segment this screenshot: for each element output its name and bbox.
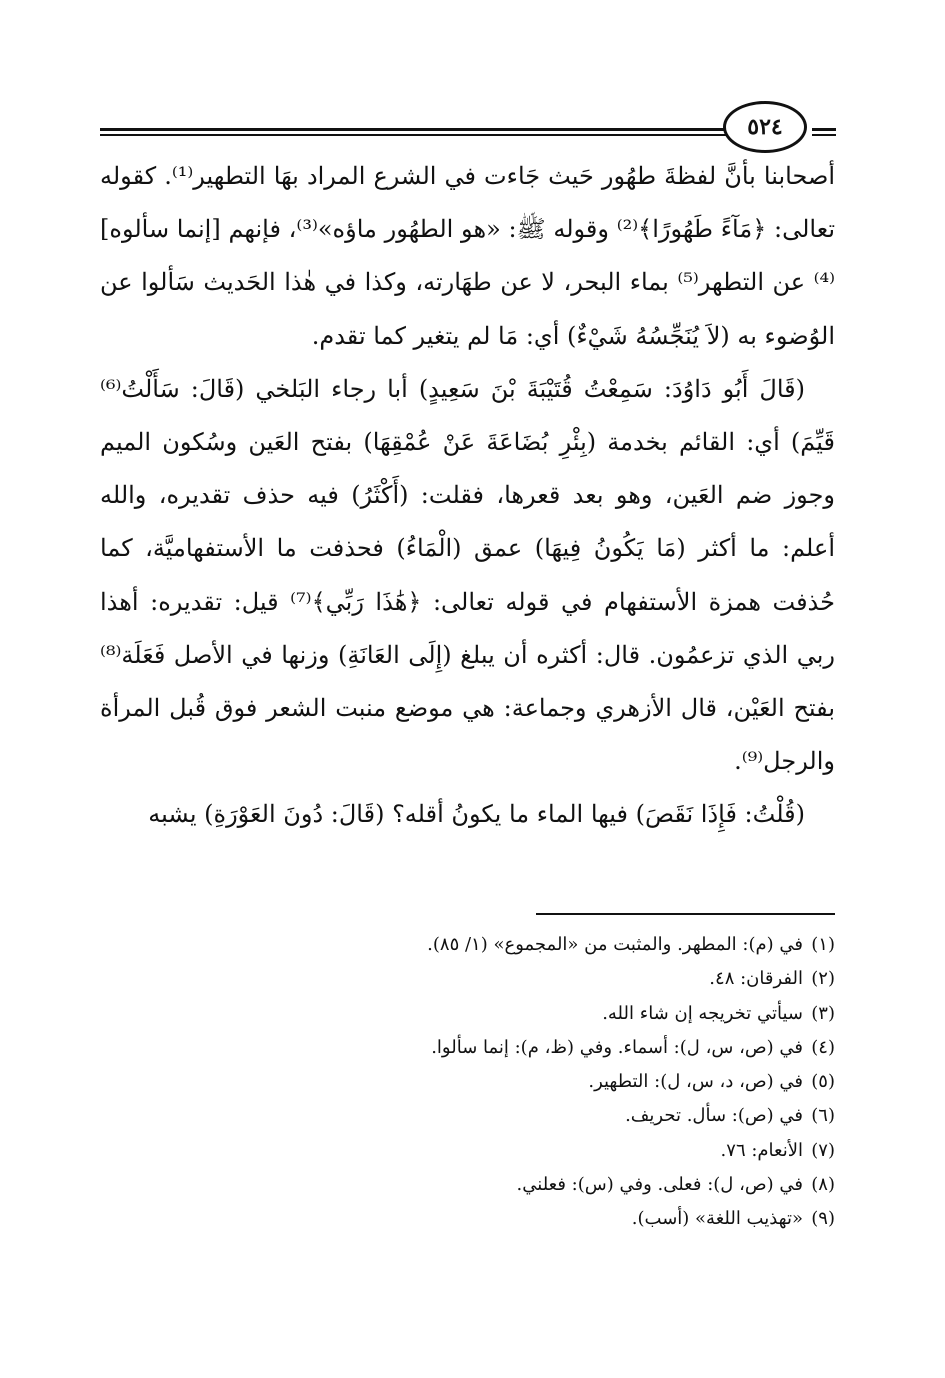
footnote — [100, 1202, 835, 1236]
footnotes — [100, 928, 835, 1237]
footnote-number: (٢) — [811, 968, 835, 990]
footnote-text: الأنعام: ٧٦. — [720, 1139, 803, 1161]
page-number: ٥٢٤ — [723, 101, 807, 153]
footnote — [100, 1031, 835, 1065]
header-rule — [100, 134, 728, 136]
header-rule — [812, 128, 836, 131]
footnote-number: (٩) — [811, 1208, 835, 1230]
footnote-number: (٦) — [811, 1105, 835, 1127]
footnote-text: الفرقان: ٤٨. — [709, 968, 803, 990]
footnote — [100, 1168, 835, 1202]
footnote — [100, 1134, 835, 1168]
paragraph: أصحابنا بأنَّ لفظةَ طهُور حَيث جَاءت في الشرع المراد بهَا التطهير⁽¹⁾. كقوله تعالى: ﴿مَآءً طَهُورًا﴾⁽²⁾ وقوله ﷺ: «هو الطهُور ماؤه»⁽³⁾، فإنهم [إنما سألوه]⁽⁴⁾ عن التطهر⁽⁵⁾ بماء البحر، لا عن طهَارته، وكذا في هٰذا الحَديث سَألوا عن الوُضوء به (لاَ يُنَجِّسُهُ شَيْءٌ) أي: مَا لم يتغير كما تقدم. — [100, 162, 835, 350]
footnote — [100, 928, 835, 962]
paragraph: (قُلْتُ: فَإِذَا نَقَصَ) فيها الماء ما يكونُ أقله؟ (قَالَ: دُونَ العَوْرَةِ) يشبه — [148, 800, 805, 829]
page-header — [100, 98, 835, 158]
footnote — [100, 997, 835, 1031]
footnote-text: في (م): المطهر. والمثبت من «المجموع» (١/ ٨٥). — [427, 934, 803, 955]
main-text — [100, 150, 835, 842]
footnote — [100, 1099, 835, 1133]
footnote — [100, 962, 835, 996]
footnote — [100, 1065, 835, 1099]
footnote-number: (٤) — [811, 1036, 835, 1058]
paragraph: (قَالَ أَبُو دَاوُدَ: سَمِعْتُ قُتَيْبَةَ بْنَ سَعِيدٍ) أبا رجاء البَلخي (قَالَ: سَأَلْتُ⁽⁶⁾ قَيِّمَ) أي: القائم بخدمة (بِئْرِ بُضَاعَةَ عَنْ عُمْقِهَا) بفتح العَين وسُكون الميم وجوز ضم العَين، وهو بعد قعرها، فقلت: (أَكْثَرُ) فيه حذف تقديره، والله أعلم: ما أكثر (مَا يَكُونُ فِيهَا) عمق (الْمَاءُ) فحذفت ما الأستفهاميَّة، كما حُذفت همزة الأستفهام في قوله تعالى: ﴿هَٰذَا رَبِّي﴾⁽⁷⁾ قيل: تقديره: أهذا ربي الذي تزعمُون. قال: أكثره أن يبلغ (إِلَى العَانَةِ) وزنها في الأصل فَعَلَة⁽⁸⁾ بفتح العَيْن، قال الأزهري وجماعة: هي موضع منبت الشعر فوق قُبل المرأة والرجل⁽⁹⁾. — [100, 374, 835, 776]
header-rule — [812, 134, 836, 136]
footnote-text: سيأتي تخريجه إن شاء الله. — [602, 1002, 803, 1024]
footnote-text: في (ص، ل): فعلى. وفي (س): فعلني. — [516, 1174, 803, 1196]
footnote-number: (٨) — [811, 1174, 835, 1196]
footnote-text: في (ص): سأل. تحريف. — [625, 1105, 803, 1127]
footnote-number: (٣) — [811, 1002, 835, 1024]
footnote-number: (٥) — [811, 1071, 835, 1093]
footnote-text: في (ص، س، ل): أسماء. وفي (ظ، م): إنما سألوا. — [431, 1036, 803, 1058]
header-rule — [100, 128, 728, 131]
footnote-text: «تهذيب اللغة» (أسب). — [631, 1208, 803, 1230]
footnote-number: (٧) — [811, 1139, 835, 1161]
footnote-number: (١) — [811, 934, 835, 955]
footnote-separator — [536, 913, 835, 915]
footnote-text: في (ص، د، س، ل): التطهير. — [588, 1071, 803, 1093]
